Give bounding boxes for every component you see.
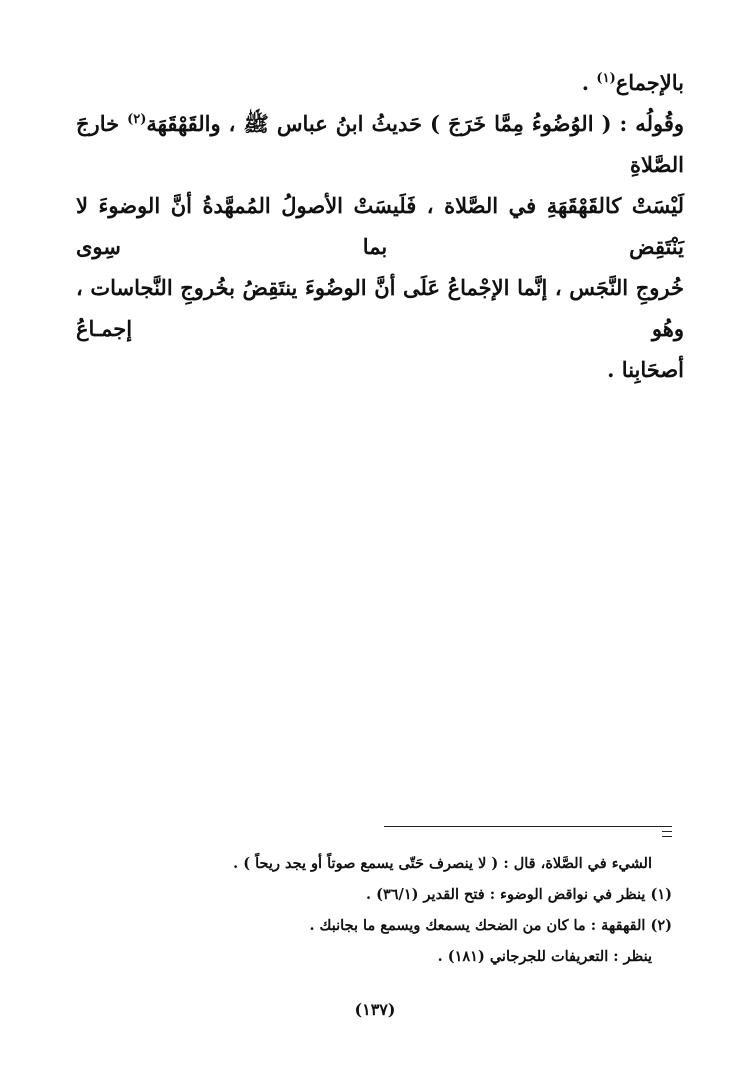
text-line-2-body: وقُولُه : ( الوُضُوءُ مِمَّا خَرَجَ ) حَديثُ ابنُ عباس ﷺ ، والقَهْقَهَة [146, 111, 684, 136]
text-line-1-tail: . [581, 70, 597, 95]
text-line-1 [76, 62, 684, 103]
footnote-ref-2: (٢) [127, 112, 147, 127]
footnotes [200, 848, 672, 972]
text-line-4: خُروجِ النَّجَس ، إنَّما الإجْماعُ عَلَى أنَّ الوضُوءَ ينتَقِضُ بخُروجِ النَّجاسات ، وهُو إجمـاعُ [76, 275, 684, 341]
page-number: (١٣٧) [354, 1000, 396, 1019]
footnote-separator [384, 826, 672, 827]
footnote-2-reference: ينظر : التعريفات للجرجاني (١٨١) . [437, 948, 652, 965]
text-line-3: لَيْسَتْ كالقَهْقَهَةِ في الصَّلاة ، فَلَيسَتْ الأصولُ المُمهَّدةُ أنَّ الوضوءَ لا يَنْتَقِض بما سِوى [76, 193, 684, 259]
text-line-2-tail: خارجَ الصَّلاةِ [76, 111, 684, 177]
text-line-1-body: بالإجماع [615, 70, 684, 95]
footnote-2: (٢) القهقهة : ما كان من الضحك يسمعك ويسمع ما بجانبك . [309, 917, 672, 934]
footnote-continuation: الشيء في الصَّلاة، قال : ( لا ينصرف حَتّى يسمع صوتاً أو يجد ريحاً ) . [233, 855, 652, 872]
main-text [76, 62, 684, 390]
text-line-5: أصحَابِنا . [607, 357, 684, 382]
footnote-continuation-mark [662, 831, 672, 837]
footnote-ref-1: (١) [596, 71, 616, 86]
text-line-2 [76, 103, 684, 185]
footnote-1: (١) ينظر في نواقض الوضوء : فتح القدير (٣٦/١) . [366, 886, 672, 903]
